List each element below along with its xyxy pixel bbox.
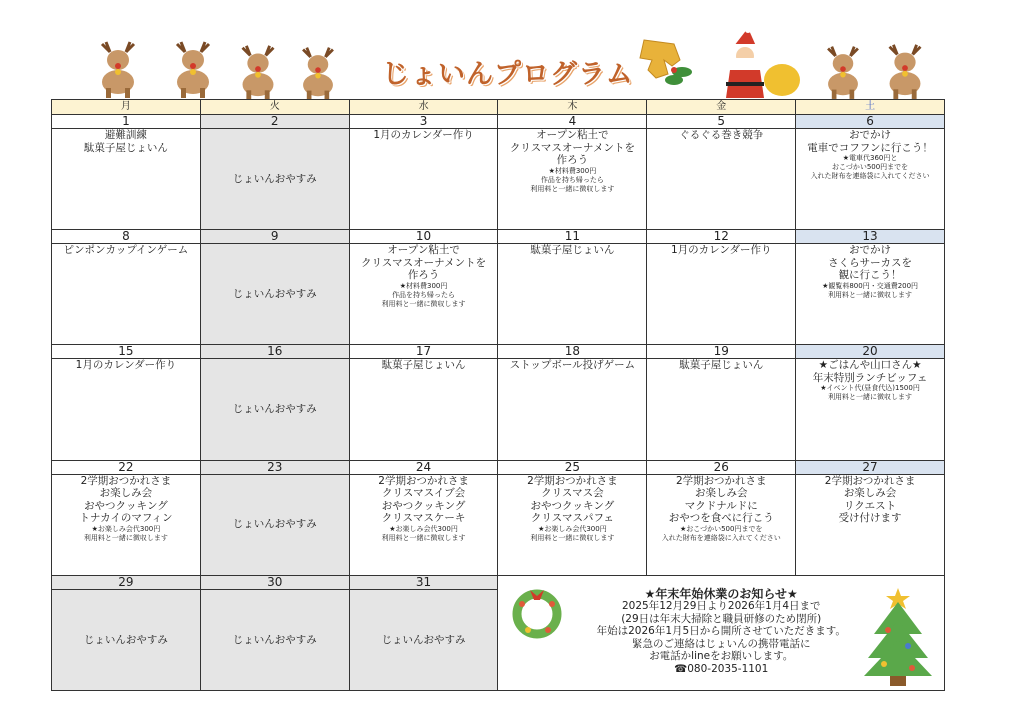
date-cell: 19	[647, 345, 796, 359]
notice-line: 2025年12月29日より2026年1月4日まで	[621, 600, 821, 613]
event-title: ぐるぐる巻き競争	[679, 129, 764, 142]
event-title: 1月のカレンダー作り	[670, 244, 772, 257]
reindeer-icon	[876, 38, 934, 100]
date-cell: 24	[349, 460, 498, 474]
reindeer-icon	[290, 42, 346, 100]
date-cell: 16	[200, 345, 349, 359]
date-cell: 6	[796, 115, 945, 129]
date-row	[52, 115, 945, 129]
date-cell: 5	[647, 115, 796, 129]
date-cell: 30	[200, 575, 349, 589]
event-title: オープン粘土で クリスマスオーナメントを 作ろう	[509, 129, 635, 167]
event-title: 駄菓子屋じょいん	[381, 359, 466, 372]
event-cell	[647, 129, 796, 230]
event-row	[52, 359, 945, 460]
date-cell: 15	[52, 345, 201, 359]
page-title: じょいんプログラム	[382, 59, 634, 90]
event-note: ★材料費300円 作品を持ち帰ったら 利用料と一緒に徴収します	[530, 166, 615, 193]
event-title: 駄菓子屋じょいん	[530, 244, 615, 257]
event-title: 駄菓子屋じょいん	[679, 359, 764, 372]
date-cell: 4	[498, 115, 647, 129]
event-title: じょいんおやすみ	[232, 403, 317, 416]
event-title: ★ごはんや山口さん★ 年末特別ランチビッフェ	[812, 359, 928, 384]
date-cell: 1	[52, 115, 201, 129]
date-cell: 2	[200, 115, 349, 129]
event-title: じょいんおやすみ	[232, 172, 317, 185]
reindeer-icon	[88, 36, 148, 98]
event-cell	[796, 244, 945, 345]
event-cell	[647, 244, 796, 345]
event-title: 2学期おつかれさま お楽しみ会 おやつクッキング トナカイのマフィン	[79, 474, 173, 525]
date-cell: 9	[200, 230, 349, 244]
event-title: ピンポンカップインゲーム	[63, 244, 189, 257]
event-title: おでかけ さくらサーカスを 観に行こう！	[828, 244, 912, 282]
weekday-header-row	[52, 100, 945, 115]
bell-holly-icon	[624, 30, 694, 90]
date-cell: 13	[796, 230, 945, 244]
event-cell	[52, 129, 201, 230]
event-cell	[498, 129, 647, 230]
event-cell	[52, 244, 201, 345]
event-cell	[200, 244, 349, 345]
weekday-sat: 土	[796, 100, 945, 115]
event-note: ★お楽しみ会代300円 利用料と一緒に徴収します	[381, 524, 466, 542]
event-cell	[349, 359, 498, 460]
event-cell	[200, 359, 349, 460]
event-cell	[796, 474, 945, 575]
calendar-table	[51, 99, 945, 691]
date-cell: 11	[498, 230, 647, 244]
event-cell	[647, 359, 796, 460]
event-title: 2学期おつかれさま お楽しみ会 リクエスト 受け付けます	[824, 474, 916, 525]
date-row	[52, 575, 945, 589]
event-title: ストップボール投げゲーム	[509, 359, 636, 372]
event-title: オープン粘土で クリスマスオーナメントを 作ろう	[360, 244, 487, 282]
event-title: じょいんおやすみ	[232, 518, 317, 531]
santa-icon	[712, 28, 804, 102]
reindeer-icon	[815, 40, 871, 100]
weekday-fri: 金	[647, 100, 796, 115]
event-note: ★観覧料800円・交通費200円 利用料と一緒に徴収します	[822, 281, 919, 299]
date-row	[52, 345, 945, 359]
event-cell: じょいんおやすみ	[52, 589, 201, 690]
date-cell: 23	[200, 460, 349, 474]
event-note: ★イベント代(昼食代込)1500円 利用料と一緒に徴収します	[820, 384, 920, 402]
event-note: ★お楽しみ会代300円 利用料と一緒に徴収します	[83, 524, 168, 542]
date-cell: 8	[52, 230, 201, 244]
event-cell	[200, 129, 349, 230]
event-note: ★電車代360円と おこづかい500円までを 入れた財布を連絡袋に入れてください	[810, 154, 930, 181]
date-cell: 31	[349, 575, 498, 589]
date-cell: 29	[52, 575, 201, 589]
event-cell	[498, 359, 647, 460]
date-row	[52, 460, 945, 474]
weekday-tue: 火	[200, 100, 349, 115]
event-cell	[647, 474, 796, 575]
date-cell: 20	[796, 345, 945, 359]
event-cell	[349, 129, 498, 230]
notice-line: (29日は年末大掃除と職員研修のため閉所)	[621, 612, 822, 625]
event-title: 2学期おつかれさま クリスマスイブ会 おやつクッキング クリスマスケーキ	[378, 474, 469, 525]
reindeer-icon	[228, 40, 288, 100]
holiday-notice	[498, 575, 945, 690]
event-cell	[796, 359, 945, 460]
event-row	[52, 244, 945, 345]
notice-line: お電話かlineをお願いします。	[649, 650, 794, 663]
event-title: 2学期おつかれさま お楽しみ会 マクドナルドに おやつを食べに行こう	[668, 474, 774, 525]
date-cell: 10	[349, 230, 498, 244]
date-row	[52, 230, 945, 244]
weekday-wed: 水	[349, 100, 498, 115]
event-cell	[498, 244, 647, 345]
event-cell	[349, 474, 498, 575]
event-row	[52, 129, 945, 230]
event-note: ★材料費300円 作品を持ち帰ったら 利用料と一緒に徴収します	[381, 281, 466, 308]
event-title: 1月のカレンダー作り	[373, 129, 474, 142]
event-cell: じょいんおやすみ	[200, 589, 349, 690]
date-cell: 22	[52, 460, 201, 474]
event-cell	[498, 474, 647, 575]
event-title: 2学期おつかれさま クリスマス会 おやつクッキング クリスマスパフェ	[527, 474, 618, 525]
event-title: おでかけ 電車でコフフンに行こう！	[807, 129, 933, 154]
notice-line: 年始は2026年1月5日から開所させていただきます。	[596, 625, 846, 638]
phone-number: ☎080-2035-1101	[674, 662, 769, 675]
event-row	[52, 474, 945, 575]
event-note: ★お楽しみ会代300円 利用料と一緒に徴収します	[530, 524, 615, 542]
event-cell	[52, 474, 201, 575]
event-cell	[796, 129, 945, 230]
notice-text	[498, 588, 944, 676]
notice-line: 緊急のご連絡はじょいんの携帯電話に	[631, 637, 811, 650]
date-cell: 27	[796, 460, 945, 474]
notice-title: ★年末年始休業のお知らせ★	[644, 586, 798, 601]
date-cell: 25	[498, 460, 647, 474]
event-cell	[52, 359, 201, 460]
date-cell: 26	[647, 460, 796, 474]
event-cell	[200, 474, 349, 575]
event-title: 1月のカレンダー作り	[75, 359, 177, 372]
event-title: じょいんおやすみ	[232, 288, 317, 301]
weekday-mon: 月	[52, 100, 201, 115]
header	[0, 0, 1024, 100]
date-cell: 18	[498, 345, 647, 359]
reindeer-icon	[163, 36, 223, 98]
date-cell: 17	[349, 345, 498, 359]
event-cell: じょいんおやすみ	[349, 589, 498, 690]
event-title: 避難訓練 駄菓子屋じょいん	[83, 129, 168, 154]
event-note: ★おこづかい500円までを 入れた財布を連絡袋に入れてください	[661, 524, 781, 542]
event-cell	[349, 244, 498, 345]
date-cell: 12	[647, 230, 796, 244]
weekday-thu: 木	[498, 100, 647, 115]
date-cell: 3	[349, 115, 498, 129]
